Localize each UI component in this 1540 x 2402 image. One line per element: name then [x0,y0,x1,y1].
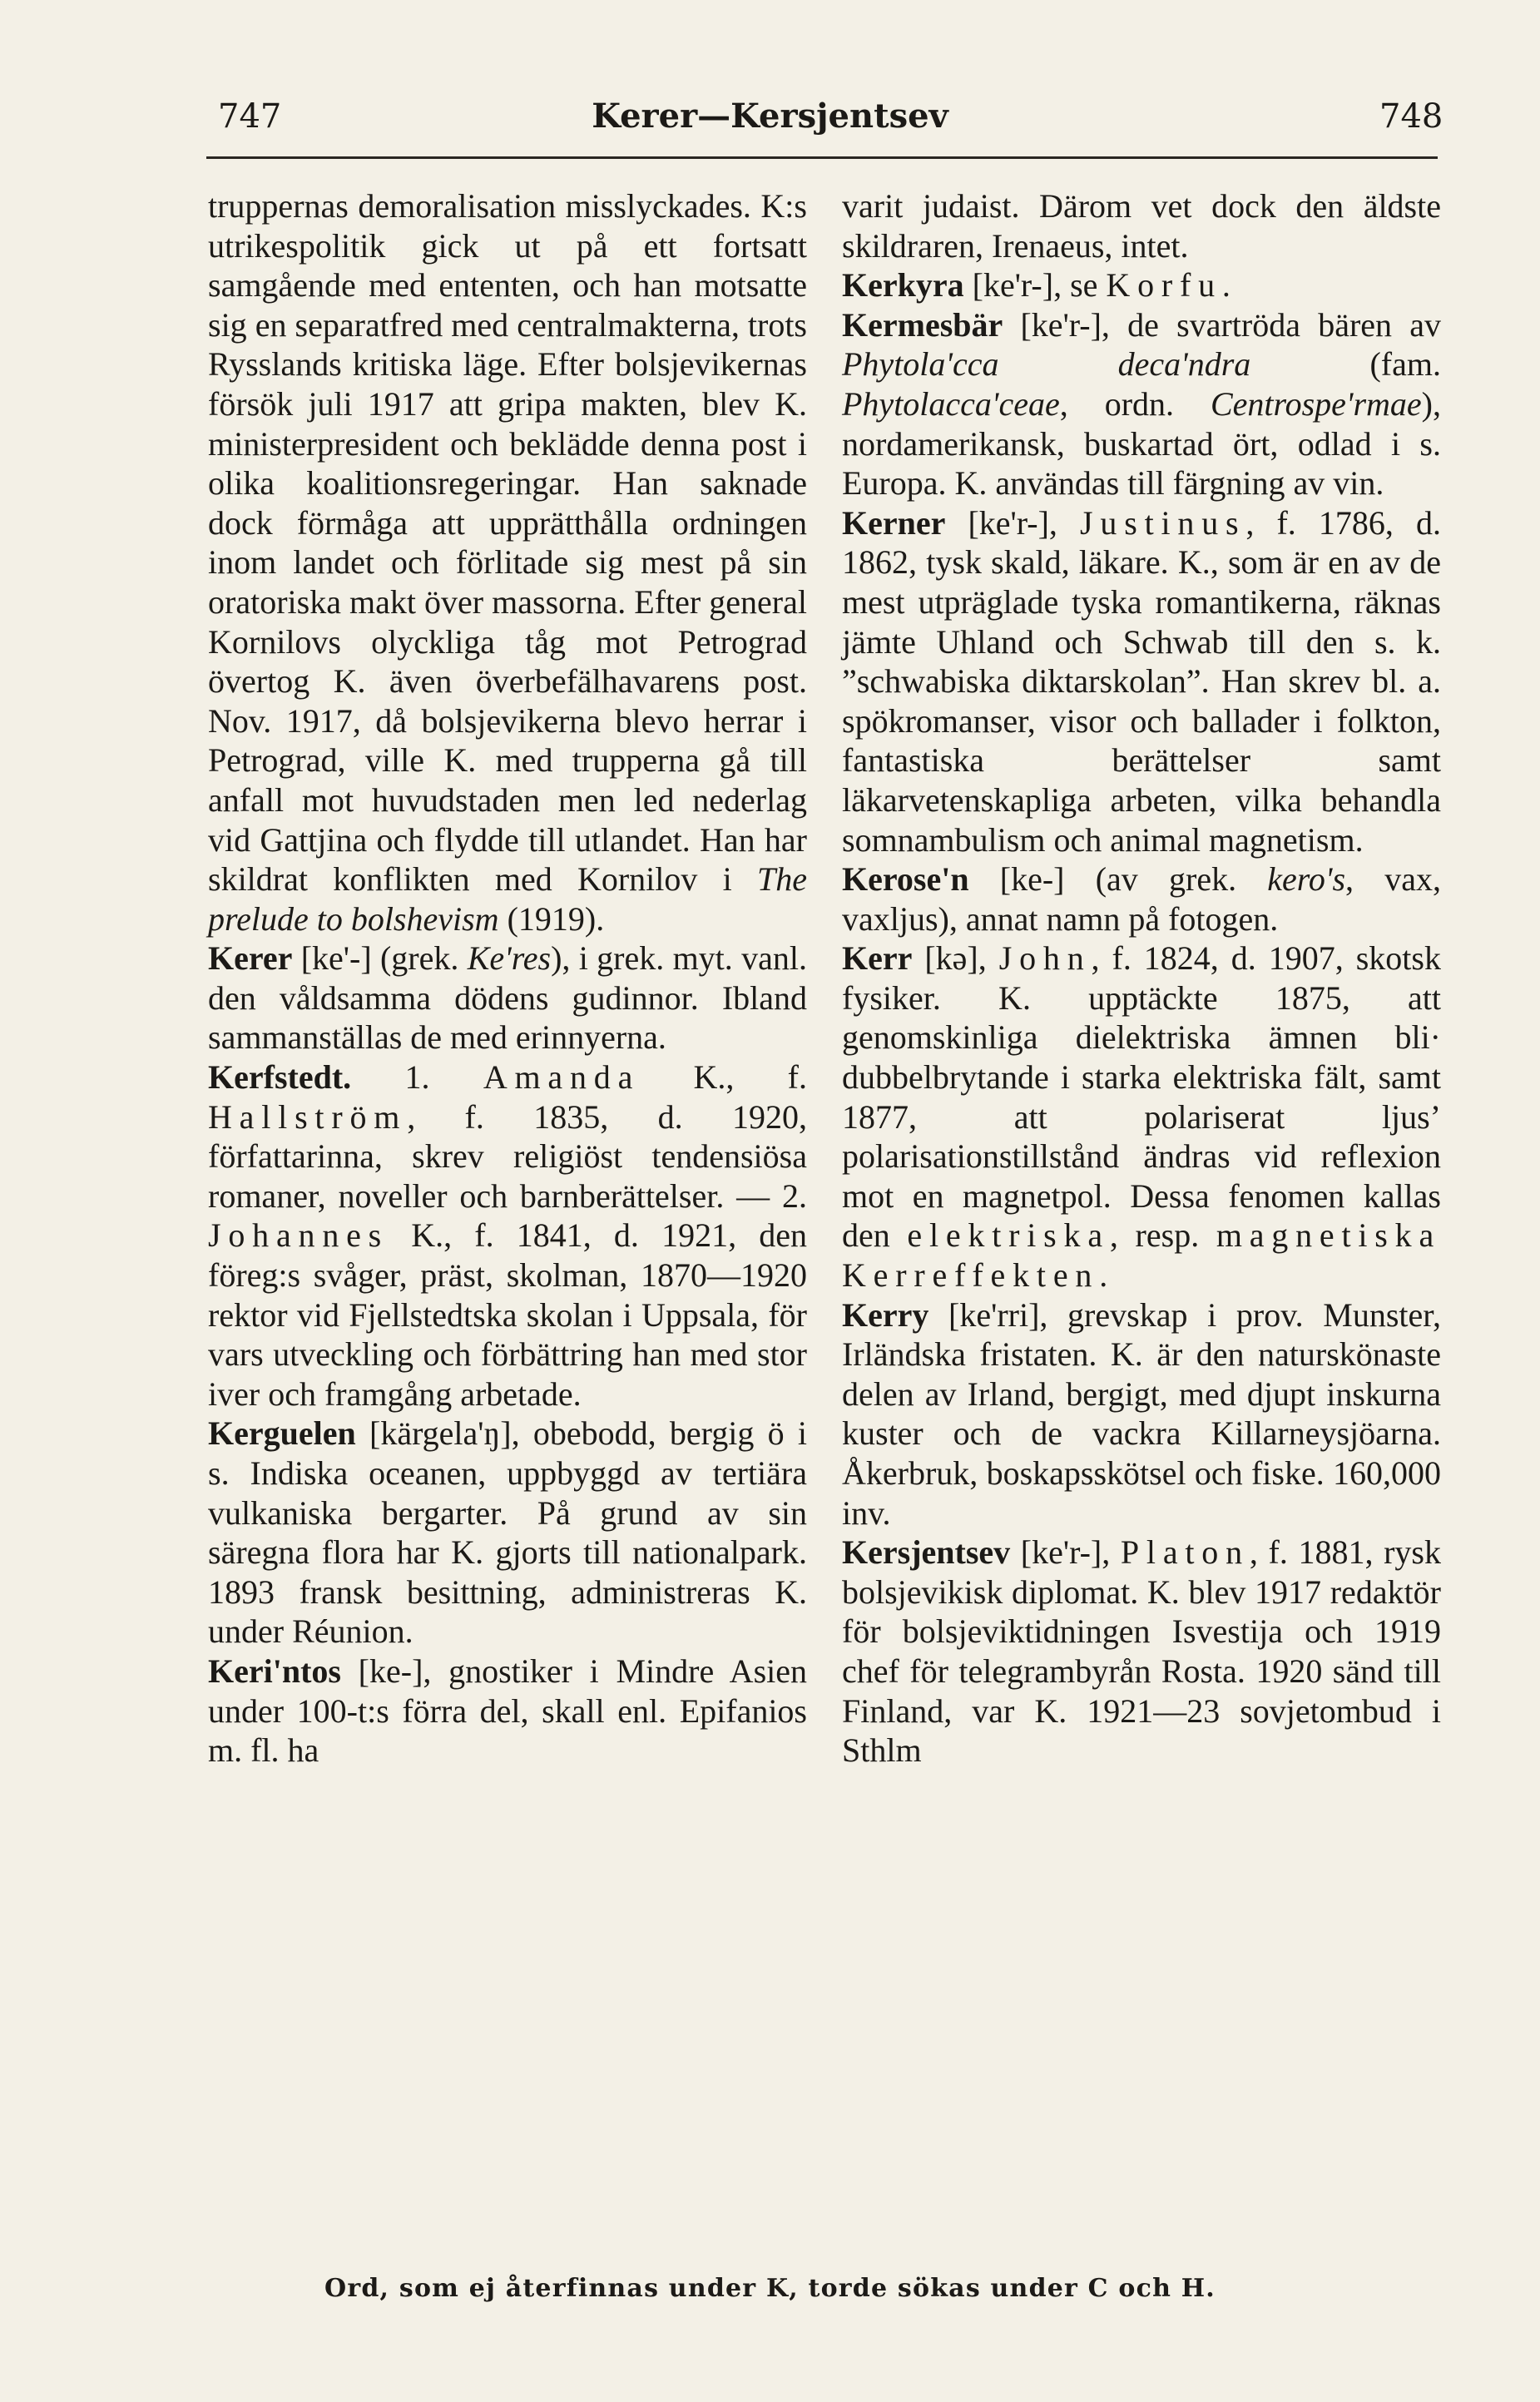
headword: Kerr [842,939,913,978]
entry-kerintos [208,1652,807,1771]
entry-text: [ke'-] (grek. [292,939,468,978]
entry-text: [ke-], gnostiker i Mindre Asien under 100-t:s förra del, skall enl. Epifanios m. fl. ha [208,1652,807,1770]
spaced-term: magnetiska Kerreffekten [842,1216,1441,1295]
headword: Kerguelen [208,1414,356,1453]
entry-italic: Phytolacca'ceae [842,384,1060,423]
headword: Keri'ntos [208,1652,341,1690]
entry-kerkyra [842,265,1441,305]
entry-kersjentsev [842,1533,1441,1771]
headword: Kerose'n [842,860,969,899]
headword: Kersjentsev [842,1533,1011,1572]
entry-text: [ke'rri], grevskap i prov. Munster, Irländska fristaten. K. är den naturskönaste delen av Irland, bergigt, med djupt inskurna kuster och de vackra Killarneysjöarna. Åkerbruk, boskapsskötsel och fiske. 160,000 inv. [842,1295,1441,1532]
right-column [842,186,1441,1771]
entry-text: [ke'r-], [1010,1533,1121,1572]
headword: Kerner [842,503,946,542]
running-header-title: Kerer—Kersjentsev [592,97,948,136]
entry-italic: Ke'res [467,939,552,978]
cross-reference: Korfu [1106,266,1222,305]
entry-kerry [842,1295,1441,1533]
entry-kerosen [842,859,1441,939]
footer-note: Ord, som ej återfinnas under K, torde sökas under C och H. [324,2274,1216,2303]
entry-kerguelen [208,1414,807,1652]
entry-text: ), i grek. myt. vanl. den våldsamma dödens gudinnor. Ibland sammanställas de med erinnyerna. [208,939,807,1057]
entry-text: (fam. [1250,345,1441,384]
continuation-text: varit judaist. Därom vet dock den äldste skildraren, Irenaeus, intet. [842,187,1441,265]
entry-kermesbar [842,305,1441,503]
entry-text: , vax, vaxljus), annat namn på fotogen. [842,860,1441,938]
continuation-text: truppernas demoralisation misslyckades. K:s utrikespolitik gick ut på ett fortsatt samgående med ententen, och han motsatte sig en separatfred med centralmakterna, trots Rysslands kritiska läge. Efter bolsjevikernas försök juli 1917 att gripa makten, blev K. ministerpresident och beklädde denna post i olika koalitionsregeringar. Han saknade dock förmåga att upprätthålla ordningen inom landet och förlitade sig mest på sin oratoriska makt över massorna. Efter general Kornilovs olyckliga tåg mot Petrograd övertog K. även överbefälhavarens post. Nov. 1917, då bolsjevikerna blevo herrar i Petrograd, ville K. med trupperna gå till anfall mot huvudstaden men led nederlag vid Gattjina och flydde till utlandet. Han har skildrat konflikten med Kornilov i [208,187,807,899]
entry-text: . [1099,1256,1108,1295]
entry-text: , f. 1824, d. 1907, skotsk fysiker. K. upptäckte 1875, att genomskinliga dielektriska ämnen bli· dubbelbrytande i starka elektriska fält, samt 1877, att polariserat ljus’ polarisationstillstånd ändras vid reflexion mot en magnetpol. Dessa fenomen kallas den [842,939,1441,1255]
page-number-right: 748 [1379,97,1443,136]
entry-text: [ke'r-], de svartröda bären av [1003,305,1441,344]
spaced-name: Johannes [208,1216,389,1255]
headword: Kerer [208,939,293,978]
entry-text: [kärgela'ŋ], obebodd, bergig ö i s. Indiska oceanen, uppbyggd av tertiära vulkaniska bergarter. På grund av sin säregna flora har K. gjorts till nationalpark. 1893 fransk besittning, administreras K. under Réunion. [208,1414,807,1651]
entry-text: , ordn. [1059,384,1211,423]
left-column [208,186,807,1771]
page-number-left: 747 [218,97,282,136]
entry-continuation [208,186,807,939]
entry-text: [ke'r-], se [963,266,1107,305]
entry-text: . [1221,266,1231,305]
entry-italic: Centrospe'rmae [1210,384,1422,423]
entry-italic: Phytola'cca deca'ndra [842,345,1251,384]
entry-text: 1. [351,1058,483,1097]
spaced-name: Platon [1120,1533,1250,1572]
entry-text: K., f. [640,1058,807,1097]
entry-kerer [208,939,807,1057]
headword: Kerfstedt. [208,1058,352,1097]
entry-text: , f. 1835, d. 1920, författarinna, skrev religiöst tendensiösa romaner, noveller och barnberättelser. — 2. [208,1097,807,1215]
spaced-name: Amanda [483,1058,641,1097]
continuation-end: (1919). [498,899,605,938]
book-title: The prelude to bolshevism [208,860,807,938]
headword: Kermesbär [842,305,1003,344]
entry-text: , f. 1881, rysk bolsjevikisk diplomat. K. blev 1917 redaktör för bolsjeviktidningen Isvestija och 1919 chef för telegrambyrån Rosta. 1920 sänd till Finland, var K. 1921—23 sovjetombud i Sthlm [842,1533,1441,1770]
spaced-term: elektriska [907,1216,1110,1255]
entry-text: [kə], [912,939,999,978]
entry-text: ), nordamerikansk, buskartad ört, odlad i s. Europa. K. användas till färgning av vin. [842,384,1441,503]
entry-text: [ke-] (av grek. [968,860,1268,899]
spaced-name: Justinus [1080,503,1246,542]
entry-text: , f. 1786, d. 1862, tysk skald, läkare. K., som är en av de mest utpräglade tyska romantikerna, räknas jämte Uhland och Schwab till den s. k. ”schwabiska diktarskolan”. Han skrev bl. a. spökromanser, visor och ballader i folkton, fantastiska berättelser samt läkarvetenskapliga arbeten, vilka behandla somnambulism och animal magnetism. [842,503,1441,859]
spaced-name: John [998,939,1092,978]
entry-kerr [842,939,1441,1295]
entry-kerner [842,503,1441,859]
spaced-name: Hallström [208,1097,408,1136]
entry-text: , resp. [1109,1216,1216,1255]
header-rule [206,156,1438,159]
entry-text: K., f. 1841, d. 1921, den föreg:s svåger, präst, skolman, 1870—1920 rektor vid Fjellstedtska skolan i Uppsala, för vars utveckling och förbättring han med stor iver och framgång arbetade. [208,1216,807,1413]
entry-continuation [842,186,1441,265]
entry-italic: kero's [1267,860,1346,899]
entry-kerfstedt [208,1057,807,1414]
entry-text: [ke'r-], [945,503,1081,542]
headword: Kerkyra [842,266,964,305]
headword: Kerry [842,1295,929,1334]
